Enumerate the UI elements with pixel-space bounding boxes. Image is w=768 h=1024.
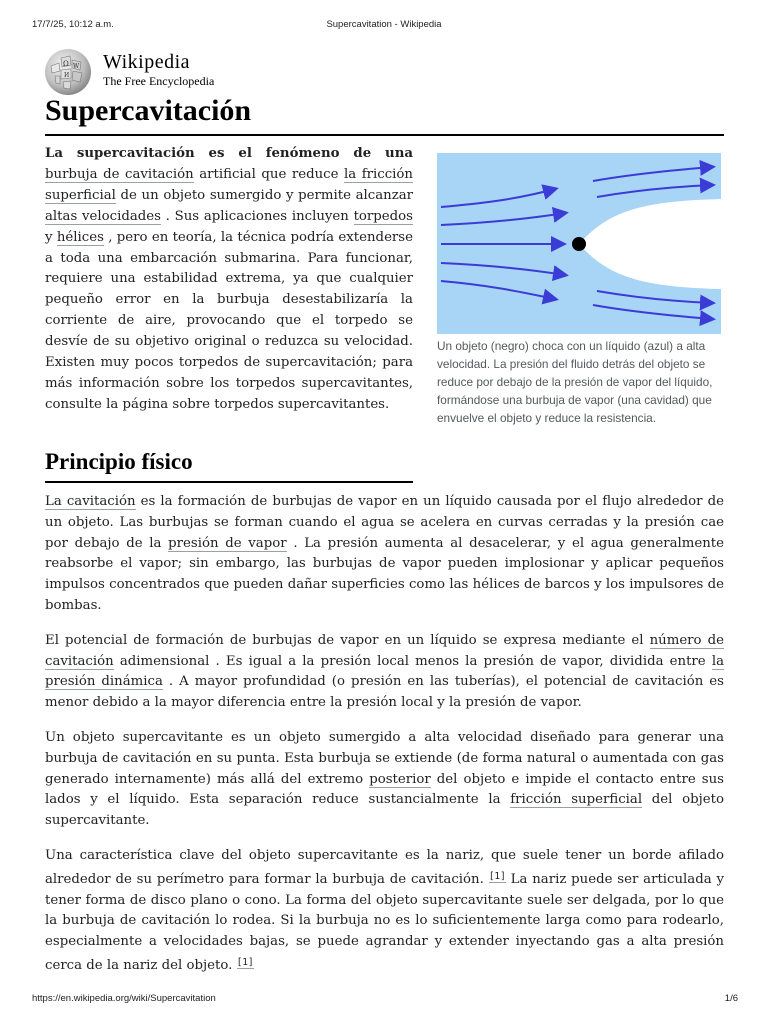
paragraph-3: [45, 728, 724, 832]
lead-text-1: artificial que reduce: [193, 166, 345, 182]
link-friccion-superficial[interactable]: la fricción superficial: [45, 166, 413, 203]
wikipedia-logo[interactable]: [43, 45, 303, 95]
print-page-number: 1/6: [724, 993, 738, 1004]
supercavitation-figure: [437, 153, 721, 427]
lead-text-2: de un objeto sumergido y permite alcanzar: [115, 187, 413, 203]
svg-text:И: И: [64, 72, 70, 79]
link-cavitacion[interactable]: La cavitación: [45, 494, 136, 509]
lead-text-3: . Sus aplicaciones incluyen: [160, 208, 354, 224]
link-presion-vapor[interactable]: presión de vapor: [168, 535, 287, 551]
svg-text:Ω: Ω: [63, 60, 69, 68]
link-posterior[interactable]: posterior: [369, 771, 431, 787]
site-wordmark: Wikipedia: [103, 51, 190, 73]
wikipedia-globe-icon: [43, 46, 93, 96]
link-presion-dinamica[interactable]: la presión dinámica: [45, 653, 724, 690]
p1-text-2: . La presión aumenta al desacelerar, y el agua generalmente reabsorbe el vapor; sin embargo, las burbujas de vapor pueden implosionar y aplicar pequeños impulsos concentrados que pueden dañar superficies como las hélices de barcos y los impulsores de bombas.: [45, 535, 725, 613]
supercavitation-diagram[interactable]: [437, 153, 721, 334]
reference-1[interactable]: [1]: [488, 870, 506, 882]
p4-text-1: Una característica clave del objeto supercavitante es la nariz, que suele tener un borde afilado alrededor de su perímetro para formar la burbuja de cavitación.: [45, 847, 724, 887]
p3-text-2: del objeto e impide el contacto entre sus lados y el líquido. Esta separación reduce sustancialmente la: [45, 771, 724, 808]
print-page-title: Supercavitation - Wikipedia: [326, 19, 442, 30]
link-helices[interactable]: hélices: [56, 229, 104, 245]
p3-text-3: del objeto supercavitante.: [45, 792, 724, 829]
section-title-principio-fisico: Principio físico: [45, 446, 413, 483]
paragraph-1: [45, 492, 724, 617]
print-datetime: 17/7/25, 10:12 a.m.: [32, 19, 114, 30]
page-title: Supercavitación: [45, 92, 724, 136]
lead-paragraph: [45, 144, 413, 416]
lead-text-5: , pero en teoría, la técnica podría extenderse a toda una embarcación submarina. Para funcionar, requiere una estabilidad extrema, ya que cualquier pequeño error en la burbuja desestabilizaría la corriente de aire, provocando que el torpedo se desvíe de su objetivo original o reduzca su velocidad. Existen muy pocos torpedos de supercavitación; para más información sobre los torpedos supercavitantes, consulte la página sobre torpedos supercavitantes.: [45, 229, 413, 412]
p2-text-1: El potencial de formación de burbujas de vapor en un líquido se expresa mediante el: [45, 632, 650, 648]
paragraph-4: [45, 846, 724, 977]
link-friccion-superficial-2[interactable]: fricción superficial: [510, 792, 643, 808]
figure-caption: Un objeto (negro) choca con un líquido (azul) a alta velocidad. La presión del fluido detrás del objeto se reduce por debajo de la presión de vapor del líquido, formándose una burbuja de vapor (una cavidad) que envuelve el objeto y reduce la resistencia.: [437, 339, 713, 425]
section-body: [45, 492, 724, 991]
p2-text-2: adimensional . Es igual a la presión local menos la presión de vapor, dividida entre: [113, 653, 712, 669]
p4-text-2: La nariz puede ser articulada y tener forma de disco plano o cono. La forma del objeto supercavitante suele ser delgada, por lo que la burbuja de cavitación lo rodea. Si la burbuja no es lo suficientemente larga como para rodearlo, especialmente a velocidades bajas, se puede agrandar y extender inyectando gas a alta presión cerca de la nariz del objeto.: [45, 871, 725, 973]
site-tagline: The Free Encyclopedia: [103, 74, 215, 88]
print-url: https://en.wikipedia.org/wiki/Supercavitation: [32, 993, 216, 1004]
lead-bold: La supercavitación es el fenómeno de una: [45, 146, 413, 161]
reference-1-b[interactable]: [1]: [236, 956, 254, 968]
link-burbuja-cavitacion[interactable]: burbuja de cavitación: [45, 166, 194, 182]
link-numero-cavitacion[interactable]: número de cavitación: [45, 632, 724, 669]
svg-text:W: W: [73, 63, 80, 70]
link-altas-velocidades[interactable]: altas velocidades: [45, 208, 161, 224]
p3-text-1: Un objeto supercavitante es un objeto sumergido a alta velocidad diseñado para generar una burbuja de cavitación en su punta. Esta burbuja se extiende (de forma natural o aumentada con gas generado internamente) más allá del extremo: [45, 729, 724, 787]
print-footer: [0, 993, 768, 1007]
lead-text-4: y: [45, 229, 57, 245]
paragraph-2: [45, 631, 724, 714]
supercavitating-object: [572, 237, 586, 251]
p1-text-1: es la formación de burbujas de vapor en un líquido causada por el flujo alrededor de un objeto. Las burbujas se forman cuando el agua se acelera en curvas cerradas y la presión cae por debajo de la: [45, 494, 724, 551]
link-torpedos[interactable]: torpedos: [353, 208, 413, 224]
p2-text-3: . A mayor profundidad (o presión en las tuberías), el potencial de cavitación es menor debido a la mayor diferencia entre la presión local y la presión de vapor.: [45, 674, 724, 711]
print-header: [0, 19, 768, 33]
